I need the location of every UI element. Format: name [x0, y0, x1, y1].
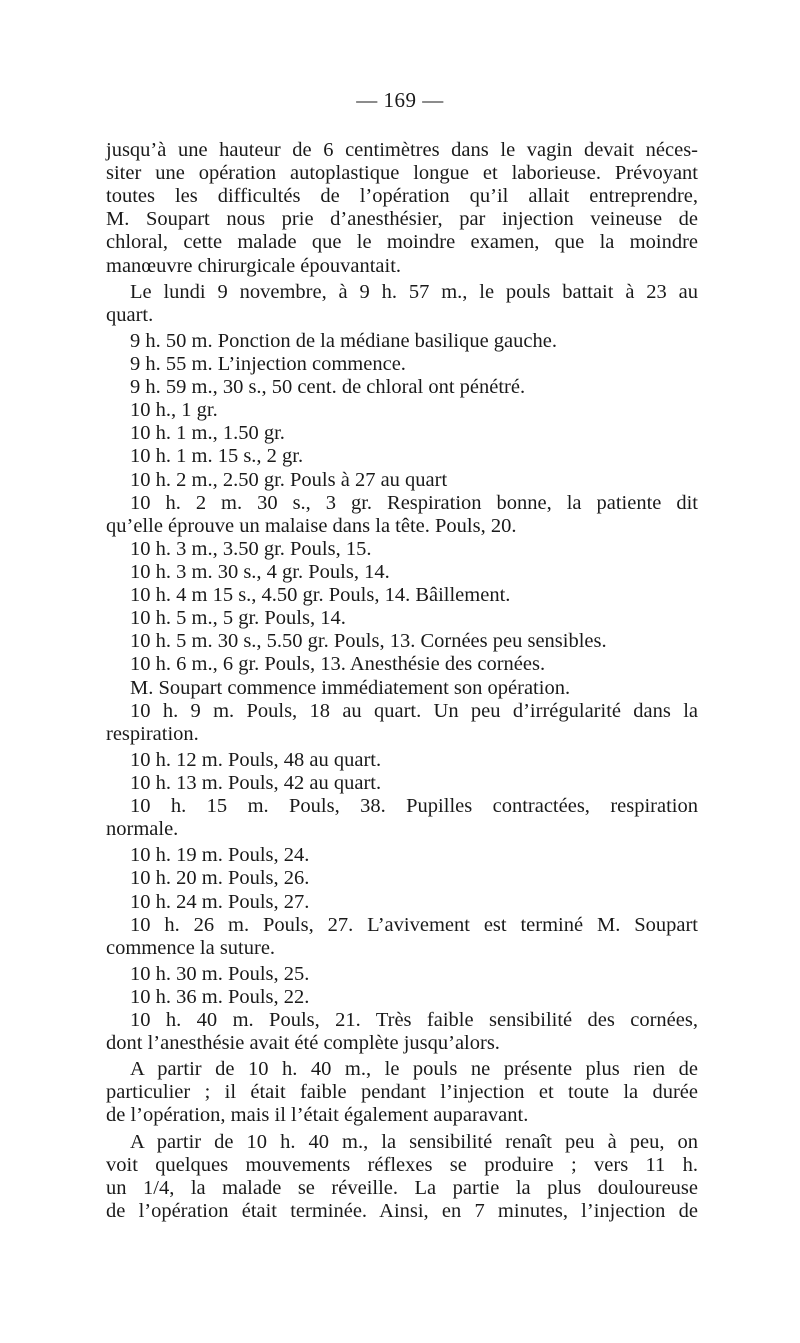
text-line: 10 h. 3 m., 3.50 gr. Pouls, 15.	[130, 537, 372, 560]
text-line: 10 h. 2 m., 2.50 gr. Pouls à 27 au quart	[130, 468, 448, 491]
text-line: de l’opération était terminée. Ainsi, en 7 minutes, l’injection de	[106, 1199, 698, 1222]
text-line: 9 h. 50 m. Ponction de la médiane basilique gauche.	[130, 329, 557, 352]
text-line: 10 h. 40 m. Pouls, 21. Très faible sensibilité des cornées,	[130, 1009, 698, 1032]
text-line: particulier ; il était faible pendant l’injection et toute la durée	[106, 1081, 698, 1104]
text-line: dont l’anesthésie avait été complète jusqu’alors.	[106, 1032, 500, 1055]
text-line: 10 h. 1 m. 15 s., 2 gr.	[130, 445, 304, 468]
text-line: 10 h. 4 m 15 s., 4.50 gr. Pouls, 14. Bâillement.	[130, 584, 511, 607]
text-line: 10 h. 26 m. Pouls, 27. L’avivement est terminé M. Soupart	[130, 913, 698, 936]
text-line: 9 h. 59 m., 30 s., 50 cent. de chloral ont pénétré.	[130, 376, 526, 399]
text-line: chloral, cette malade que le moindre examen, que la moindre	[106, 231, 698, 254]
page-number: — 169 —	[356, 88, 444, 112]
text-line: 10 h. 20 m. Pouls, 26.	[130, 867, 310, 890]
text-line: 10 h. 13 m. Pouls, 42 au quart.	[130, 771, 382, 794]
text-line: siter une opération autoplastique longue et laborieuse. Prévoyant	[106, 162, 698, 185]
text-line: 10 h. 12 m. Pouls, 48 au quart.	[130, 748, 382, 771]
text-line: M. Soupart nous prie d’anesthésier, par injection veineuse de	[106, 208, 698, 231]
text-line: commence la suture.	[106, 936, 276, 959]
text-line: A partir de 10 h. 40 m., la sensibilité renaît peu à peu, on	[130, 1130, 698, 1153]
text-line: 10 h. 19 m. Pouls, 24.	[130, 844, 310, 867]
text-line: 10 h. 5 m. 30 s., 5.50 gr. Pouls, 13. Cornées peu sensibles.	[130, 630, 607, 653]
text-line: 10 h. 36 m. Pouls, 22.	[130, 985, 310, 1008]
text-line: un 1/4, la malade se réveille. La partie la plus douloureuse	[106, 1176, 698, 1199]
text-line: 10 h. 9 m. Pouls, 18 au quart. Un peu d’irrégularité dans la	[130, 699, 698, 722]
text-line: manœuvre chirurgicale épouvantait.	[106, 254, 402, 277]
text-line: 10 h. 3 m. 30 s., 4 gr. Pouls, 14.	[130, 560, 390, 583]
text-line: 10 h. 24 m. Pouls, 27.	[130, 890, 310, 913]
text-line: 10 h. 15 m. Pouls, 38. Pupilles contractées, respiration	[130, 795, 698, 818]
text-line: respiration.	[106, 722, 199, 745]
text-line: 10 h. 6 m., 6 gr. Pouls, 13. Anesthésie des cornées.	[130, 653, 546, 676]
body-text	[106, 139, 698, 1223]
text-line: 10 h. 30 m. Pouls, 25.	[130, 962, 310, 985]
text-line: jusqu’à une hauteur de 6 centimètres dans le vagin devait néces-	[106, 139, 698, 161]
text-line: M. Soupart commence immédiatement son opération.	[130, 676, 571, 699]
text-line: 10 h. 2 m. 30 s., 3 gr. Respiration bonne, la patiente dit	[130, 491, 698, 514]
text-line: 10 h., 1 gr.	[130, 399, 218, 422]
text-line: voit quelques mouvements réflexes se produire ; vers 11 h.	[106, 1153, 698, 1176]
text-line: 10 h. 1 m., 1.50 gr.	[130, 422, 285, 445]
text-line: 9 h. 55 m. L’injection commence.	[130, 352, 406, 375]
text-line: Le lundi 9 novembre, à 9 h. 57 m., le pouls battait à 23 au	[130, 280, 698, 303]
text-line: quart.	[106, 303, 154, 326]
text-line: normale.	[106, 818, 179, 841]
text-line: A partir de 10 h. 40 m., le pouls ne présente plus rien de	[130, 1058, 698, 1081]
text-line: toutes les difficultés de l’opération qu’il allait entreprendre,	[106, 185, 698, 208]
text-line: 10 h. 5 m., 5 gr. Pouls, 14.	[130, 607, 346, 630]
text-line: qu’elle éprouve un malaise dans la tête. Pouls, 20.	[106, 514, 517, 537]
text-line: de l’opération, mais il l’était également auparavant.	[106, 1104, 529, 1127]
